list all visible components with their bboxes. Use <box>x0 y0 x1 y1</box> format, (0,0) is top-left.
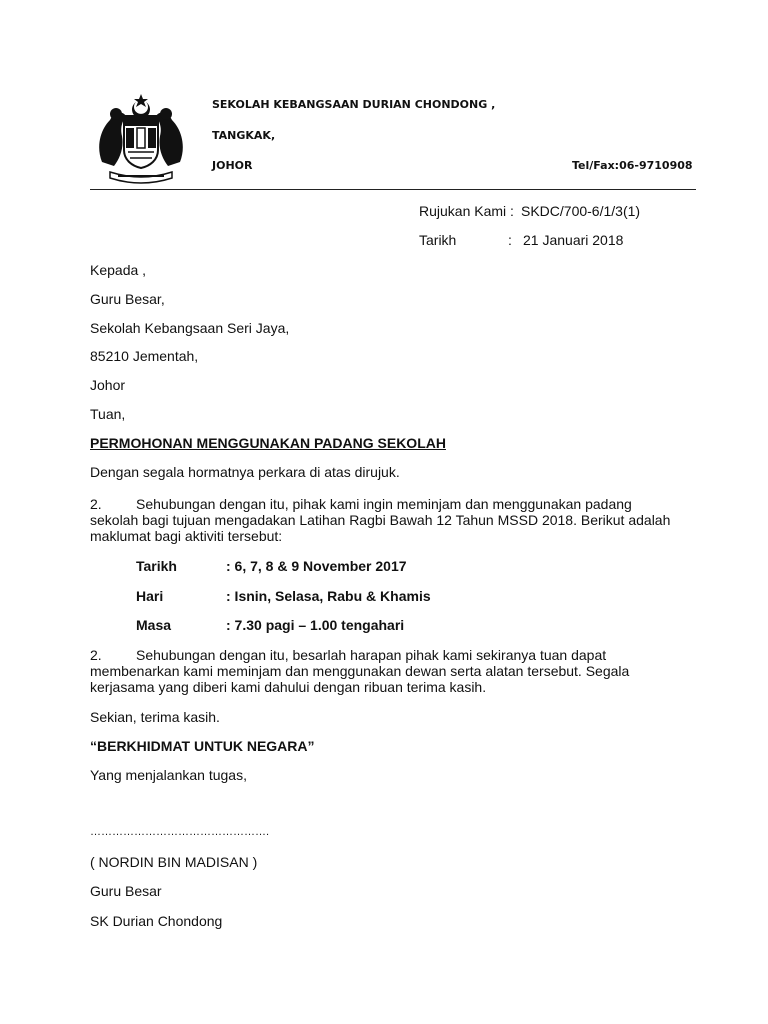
recipient-line: Sekolah Kebangsaan Seri Jaya, <box>90 320 290 336</box>
detail-label: Hari <box>136 588 164 604</box>
reference-value: SKDC/700-6/1/3(1) <box>521 203 641 219</box>
paragraph-line: Sehubungan dengan itu, besarlah harapan pihak kami sekiranya tuan dapat <box>136 647 607 663</box>
paragraph-intro: Dengan segala hormatnya perkara di atas dirujuk. <box>90 464 400 480</box>
recipient-line: Johor <box>90 377 126 393</box>
paragraph-line: maklumat bagi aktiviti tersebut: <box>90 528 283 544</box>
date-value: 21 Januari 2018 <box>523 232 624 248</box>
detail-value: : Isnin, Selasa, Rabu & Khamis <box>226 588 431 604</box>
motto: “BERKHIDMAT UNTUK NEGARA” <box>90 738 315 754</box>
signature-line: …………………………………………. <box>90 826 270 838</box>
detail-value: : 7.30 pagi – 1.00 tengahari <box>226 617 405 633</box>
closing: Sekian, terima kasih. <box>90 709 220 725</box>
date-label: Tarikh <box>419 232 457 248</box>
recipient-line: Guru Besar, <box>90 291 165 307</box>
signatory-org: SK Durian Chondong <box>90 913 223 929</box>
header-divider <box>90 189 696 190</box>
paragraph-number: 2. <box>90 496 102 512</box>
duty-line: Yang menjalankan tugas, <box>90 767 247 783</box>
school-name: SEKOLAH KEBANGSAAN DURIAN CHONDONG , <box>212 98 496 111</box>
paragraph-line: sekolah bagi tujuan mengadakan Latihan Ragbi Bawah 12 Tahun MSSD 2018. Berikut adalah <box>90 512 671 528</box>
paragraph-number: 2. <box>90 647 102 663</box>
reference-label: Rujukan Kami : <box>419 203 514 219</box>
signatory-name: ( NORDIN BIN MADISAN ) <box>90 854 258 870</box>
school-phone-fax: Tel/Fax:06-9710908 <box>572 159 693 172</box>
school-district: TANGKAK, <box>212 129 276 142</box>
detail-value: : 6, 7, 8 & 9 November 2017 <box>226 558 407 574</box>
paragraph-line: Sehubungan dengan itu, pihak kami ingin meminjam dan menggunakan padang <box>136 496 632 512</box>
paragraph-line: kerjasama yang diberi kami dahului dengan ribuan terima kasih. <box>90 679 487 695</box>
detail-label: Tarikh <box>136 558 177 574</box>
signatory-title: Guru Besar <box>90 883 162 899</box>
recipient-line: 85210 Jementah, <box>90 348 199 364</box>
coat-of-arms-crest-icon <box>92 92 190 184</box>
date-separator: : <box>508 232 512 248</box>
recipient-to: Kepada , <box>90 262 147 278</box>
school-state: JOHOR <box>212 159 253 172</box>
letter-subject: PERMOHONAN MENGGUNAKAN PADANG SEKOLAH <box>90 435 446 451</box>
detail-label: Masa <box>136 617 172 633</box>
greeting: Tuan, <box>90 406 126 422</box>
paragraph-line: membenarkan kami meminjam dan menggunakan dewan serta alatan tersebut. Segala <box>90 663 630 679</box>
